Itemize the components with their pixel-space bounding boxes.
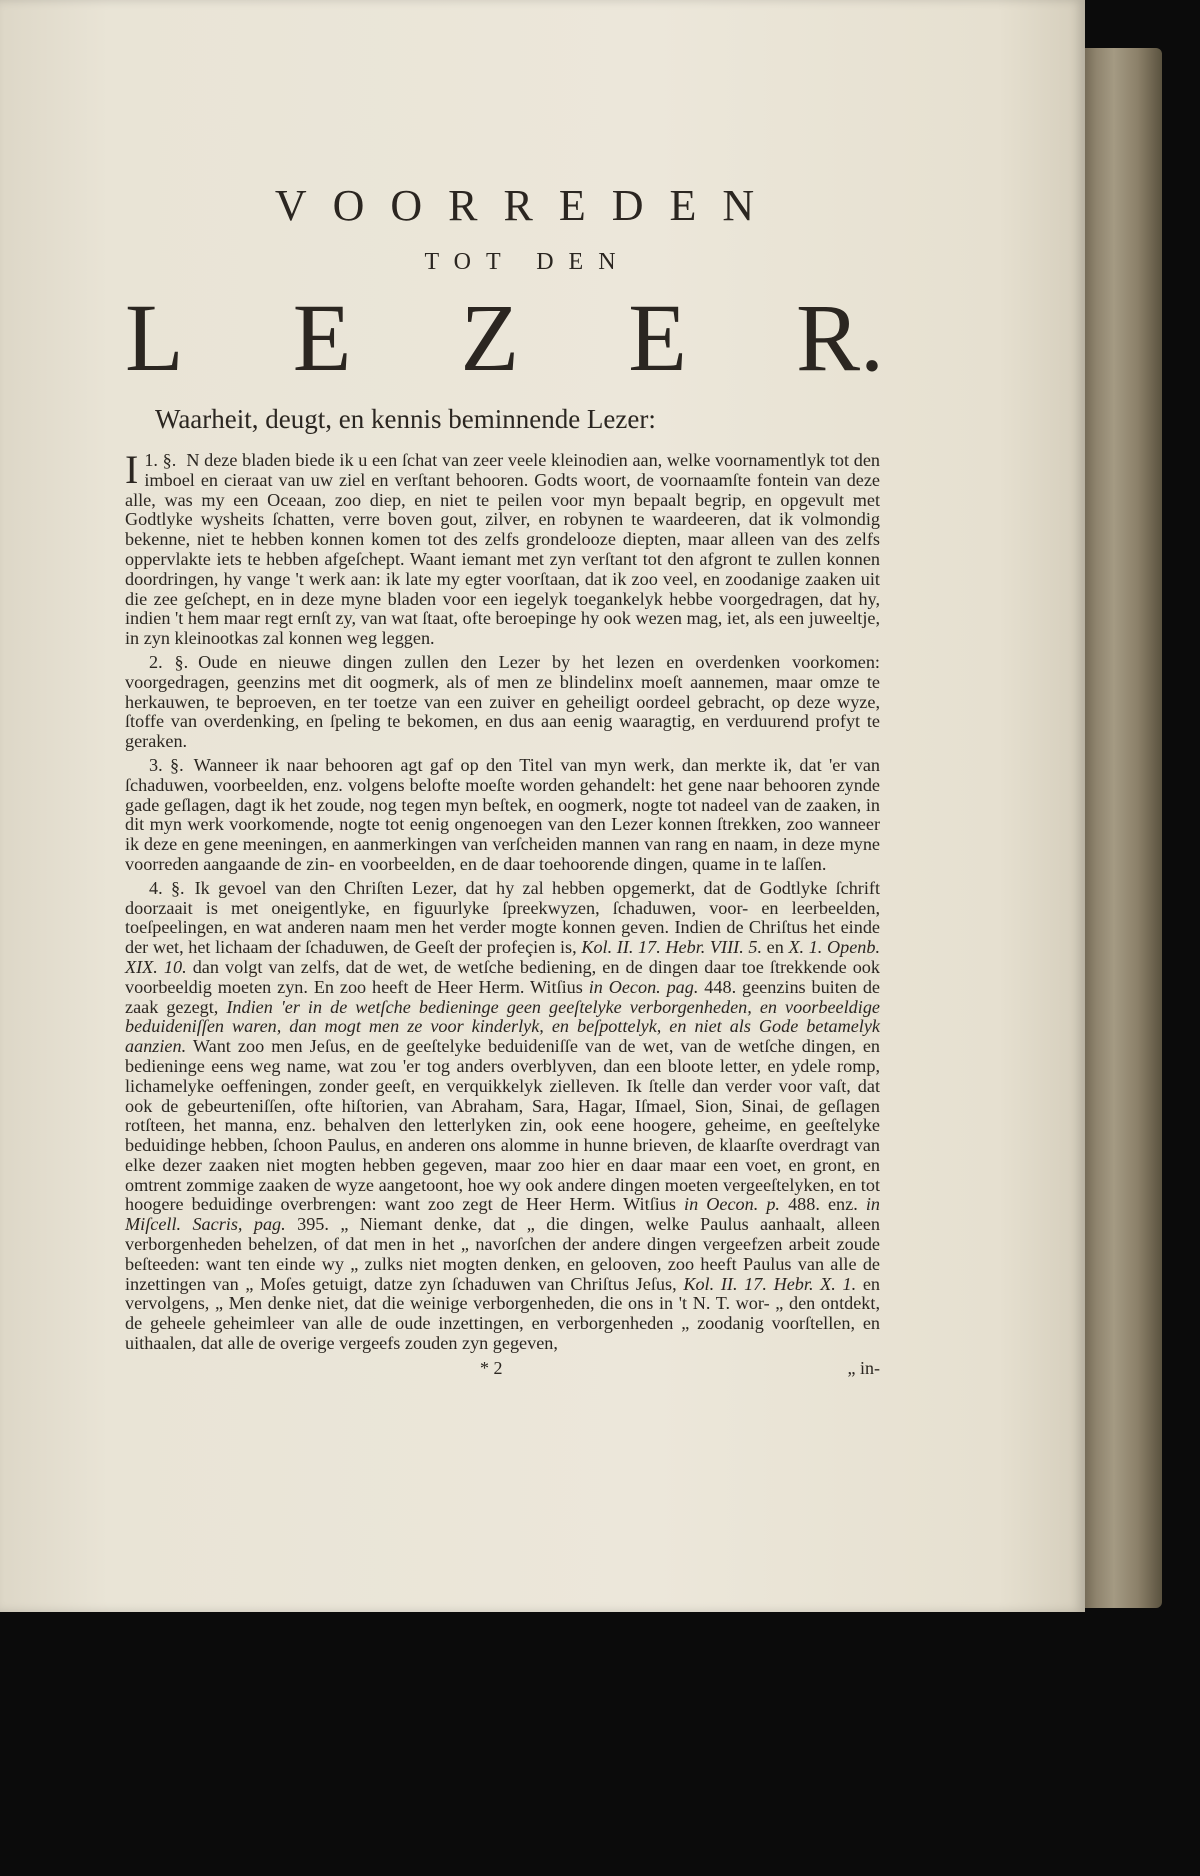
paragraph-3 [125,756,880,875]
paragraph-text: Want zoo men Jeſus, en de geeſtelyke beduideniſſe van de wet, van de wetſche dingen, en bedieninge eens weg name, wat zou 'er tog anders overblyven, dan een blootе letter, en ydele romp, lichamelyke oeffeningen, zonder geeſt, en verquikkelyk zielleven. Ik ſtelle dan verder voor vaſt, dat ook de gebeurteniſſen, ofte hiſtorien, van Abraham, Sara, Hagar, Iſmael, Sion, Sinai, de geſlagen rotſteen, het manna, enz. behalven den letterlyken zin, ook eene hoogere, geheime, en geeſtelyke beduidinge hebben, ſchoon Paulus, en anderen ons alomme in hunne brieven, de klaarſte overdragt van elke dezer zaaken niet mogten hebben gegeven, maar zoo hier en daar maar een voet, en gront, en omtrent zommige zaaken de wyze aangetoont, hoe wy ook andere dingen moeten vergeeſtelyken, en tot hoogere beduidinge overbrengen: want zoo zegt de Heer Herm. Witſius [125,1036,881,1215]
paragraph-2 [125,653,880,752]
italic-quote: Indien 'er in de wetſche bedieninge geen geeſtelyke verborgenheden, en voorbeeldige beduideniſſen waren, dan mogt men ze voor kinderlyk, en beſpottelyk, en niet als Gode betamelyk aanzien. [125,996,880,1057]
title-letter: E [628,284,687,391]
paragraph-number: 1. §. [144,450,177,470]
title-letter: R. [795,284,884,391]
title-letter: E [292,284,352,391]
reference: X. 1. Openb. XIX. 10. [125,937,881,977]
title-letter: Z [460,284,520,391]
paragraph-number: 3. §. [149,754,184,775]
title-letter: L [125,284,184,391]
reference: Kol. II. 17. Hebr. X. 1. [683,1273,857,1294]
page-content [125,180,884,1379]
reference: Kol. II. 17. Hebr. VIII. 5. [581,937,763,958]
paragraph-text: 395. „ Niemant denke, dat „ die dingen, welke Paulus aanhaalt, alleen verborgenheden behelzen, of dat men in het „ navorſchen der andere dingen vergeefzen arbeit zoude beſteeden: want ten einde wy „ zulks niet mogten denken, en gelooven, zoo heeft Paulus van alle de inzettingen van „ Moſes getuigt, datze zyn ſchaduwen van Chriſtus Jeſus, [125,1214,881,1294]
catchword: „ in- [847,1357,880,1378]
paragraph-number: 4. §. [149,877,185,898]
page-footer [125,1358,880,1379]
reference: in Miſcell. Sacris, pag. [125,1194,881,1235]
signature-mark: * 2 [480,1357,503,1378]
salutation: Waarheit, deugt, en kennis beminnende Lezer: [155,404,656,434]
paragraph-text: Wanneer ik naar behooren agt gaf op den Titel van myn werk, dan merkte ik, dat 'er van ſchaduwen, voorbeelden, enz. volgens belofte moeſte worden gehandelt: het gene naar behooren zynde gade geſlagen, dagt ik het zoude, nog tegen myn beſtek, en oogmerk, nogte tot nadeel van de zaaken, in dit myn werk voorkomende, nogte tot eenig ongenoegen van den Lezer konnen ſtrekken, zoo wanneer ik deze en gene meeningen, en aanmerkingen van verſcheiden mannen van rang en naam, in deze myne voorreden aangaande de zin- en voorbeelden, en de daar toehoorende dingen, quame in te laſſen. [125,754,880,874]
title-line-3 [125,284,884,391]
paragraph-text: en vervolgens, „ Men denke niet, dat die weinige verborgenheden, die ons in 't N. T. wor- „ den ontdekt, de geheele geheimleer van alle de oude inzettingen, en verborgenheden „ zoodanig voorſtellen, en uithaalen, dat alle de overige vergeefs zouden zyn gegeven, [125,1273,880,1354]
paragraph-text: dan volgt van zelfs, dat de wet, de wetſche bediening, en de dingen daar toe ſtrekkende ook voorbeeldig moeten zyn. En zoo heeft de Heer Herm. Witſius [125,956,880,997]
title-line-2: TOT DEN [424,249,631,275]
title-line-1: VOORREDEN [274,181,781,230]
paragraph-1 [125,447,881,649]
reference: in Oecon. pag. [588,976,699,997]
paragraph-text: Ik gevoel van den Chriſten Lezer, dat hy zal hebben opgemerkt, dat de Godtlyke ſchrift doorzaait is met oneigentlyke, en figuurlyke ſpreekwyzen, ſchaduwen, voor- en leerbeelden, toeſpeelingen, en wat anderen naam men het verder mogte konnen geven. Indien de Chriſtus het einde der wet, het lichaam der ſchaduwen, de Geeſt der profeçien is, [125,877,881,958]
paragraph-text: Oude en nieuwe dingen zullen den Lezer by het lezen en overdenken voorkomen: voorgedragen, geenzins met dit oogmerk, als of men ze blindelinx moeſt aannemen, maar omze te herkauwen, te beproeven, en ter toetze van een zuiver en geheiligt oordeel gebracht, op deze wyze, ſtoffe van overdenking, en ſpeling te bekomen, en dus aan eenig waaragtig, en verduurend profyt te geraken. [125,651,880,752]
paragraph-text: en [766,937,784,958]
paragraph-text: 488. enz. [788,1194,858,1215]
paragraph-number: 2. §. [149,651,189,672]
drop-cap: I [125,447,139,492]
book-edge [1082,48,1162,1608]
reference: in Oecon. p. [684,1194,780,1215]
paragraph-text: 448. geenzins buiten de zaak gezegt, [125,976,880,1017]
paragraph-4 [125,879,880,1354]
paragraph-text: N deze bladen biede ik u een ſchat van zeer veele kleinodien aan, welke voornamentlyk tot den imboel en cieraat van uw ziel en verſtant behooren. Godts woort, de voornaamſte fontein van deze alle, was my een Oceaan, zoo diep, en niet te peilen voor myn bepaalt begrip, en opgevult met Godtlyke wysheits ſchatten, verre boven gout, zilver, en robynen te waardeeren, dat ik volmondig bekenne, niet te hebben konnen komen tot des zelfs grondelooze diepten, maar alleen van des zelfs oppervlakte iets te hebben afgeſchept. Waant iemant met zyn verſtant tot den afgront te zullen konnen doordringen, hy vange 't werk aan: ik late my egter voorſtaan, dat ik zoo veel, en zoodanige zaaken uit die zee geſchept, en in deze myne bladen voor een iegelyk toegankelyk hebbe voorgedragen, dat hy, indien 't hem maar regt ernſt zy, van wat ſtaat, ofte beroepinge hy ook wezen mag, iet, als een juweeltje, in zyn kleinootkas zal konnen weg leggen. [125,450,881,649]
